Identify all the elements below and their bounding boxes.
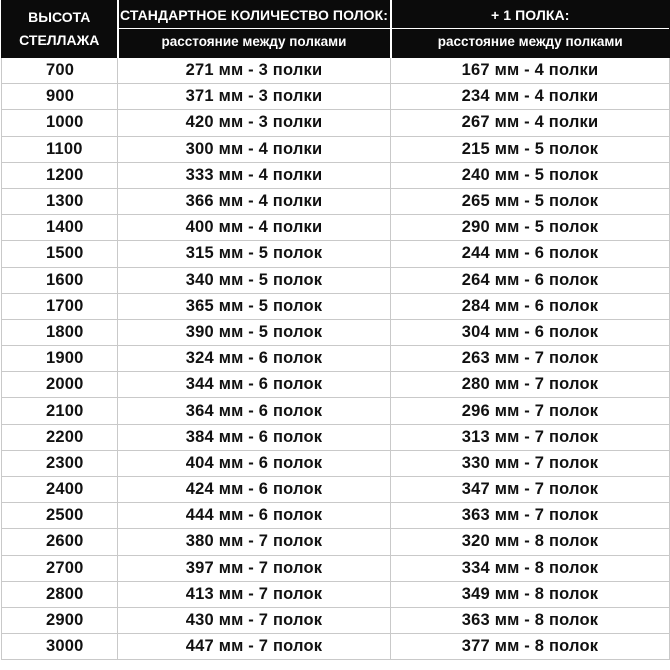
header-height-column [2, 1, 118, 58]
standard-spacing-cell: 397 мм - 7 полок [118, 555, 391, 581]
height-cell: 2300 [2, 450, 118, 476]
standard-spacing-cell: 420 мм - 3 полки [118, 110, 391, 136]
plus-one-spacing-cell: 167 мм - 4 полки [391, 58, 670, 84]
standard-spacing-cell: 344 мм - 6 полок [118, 372, 391, 398]
height-cell: 700 [2, 58, 118, 84]
standard-spacing-cell: 366 мм - 4 полки [118, 188, 391, 214]
height-cell: 2000 [2, 372, 118, 398]
table-row [2, 346, 670, 372]
header-plus-one-column [391, 1, 670, 58]
height-cell: 2500 [2, 503, 118, 529]
table-row [2, 267, 670, 293]
standard-spacing-cell: 430 мм - 7 полок [118, 607, 391, 633]
standard-spacing-cell: 364 мм - 6 полок [118, 398, 391, 424]
height-cell: 1400 [2, 215, 118, 241]
plus-one-spacing-cell: 244 мм - 6 полок [391, 241, 670, 267]
table-row [2, 372, 670, 398]
height-cell: 2700 [2, 555, 118, 581]
header-plus-one-subtitle: расстояние между полками [392, 28, 670, 57]
standard-spacing-cell: 424 мм - 6 полок [118, 477, 391, 503]
plus-one-spacing-cell: 363 мм - 7 полок [391, 503, 670, 529]
height-cell: 3000 [2, 634, 118, 660]
table-row [2, 450, 670, 476]
plus-one-spacing-cell: 377 мм - 8 полок [391, 634, 670, 660]
plus-one-spacing-cell: 215 мм - 5 полок [391, 136, 670, 162]
plus-one-spacing-cell: 263 мм - 7 полок [391, 346, 670, 372]
plus-one-spacing-cell: 313 мм - 7 полок [391, 424, 670, 450]
table-row [2, 188, 670, 214]
shelf-spacing-table [1, 0, 670, 660]
header-standard-title: СТАНДАРТНОЕ КОЛИЧЕСТВО ПОЛОК: [119, 7, 389, 23]
standard-spacing-cell: 404 мм - 6 полок [118, 450, 391, 476]
height-cell: 1600 [2, 267, 118, 293]
height-cell: 1700 [2, 293, 118, 319]
table-row [2, 634, 670, 660]
plus-one-spacing-cell: 334 мм - 8 полок [391, 555, 670, 581]
table-row [2, 503, 670, 529]
height-cell: 1800 [2, 319, 118, 345]
height-cell: 2200 [2, 424, 118, 450]
plus-one-spacing-cell: 284 мм - 6 полок [391, 293, 670, 319]
standard-spacing-cell: 333 мм - 4 полки [118, 162, 391, 188]
height-cell: 1200 [2, 162, 118, 188]
table-row [2, 607, 670, 633]
table-row [2, 319, 670, 345]
header-height-line1: ВЫСОТА [28, 9, 91, 25]
height-cell: 2400 [2, 477, 118, 503]
standard-spacing-cell: 447 мм - 7 полок [118, 634, 391, 660]
plus-one-spacing-cell: 280 мм - 7 полок [391, 372, 670, 398]
table-row [2, 241, 670, 267]
table-row [2, 293, 670, 319]
height-cell: 1100 [2, 136, 118, 162]
table-row [2, 477, 670, 503]
table-row [2, 424, 670, 450]
plus-one-spacing-cell: 265 мм - 5 полок [391, 188, 670, 214]
standard-spacing-cell: 384 мм - 6 полок [118, 424, 391, 450]
height-cell: 2800 [2, 581, 118, 607]
height-cell: 1000 [2, 110, 118, 136]
standard-spacing-cell: 400 мм - 4 полки [118, 215, 391, 241]
height-cell: 900 [2, 84, 118, 110]
height-cell: 2900 [2, 607, 118, 633]
plus-one-spacing-cell: 234 мм - 4 полки [391, 84, 670, 110]
header-standard-subtitle: расстояние между полками [119, 28, 390, 57]
plus-one-spacing-cell: 349 мм - 8 полок [391, 581, 670, 607]
table-row [2, 136, 670, 162]
plus-one-spacing-cell: 304 мм - 6 полок [391, 319, 670, 345]
table-row [2, 110, 670, 136]
standard-spacing-cell: 340 мм - 5 полок [118, 267, 391, 293]
plus-one-spacing-cell: 267 мм - 4 полки [391, 110, 670, 136]
standard-spacing-cell: 324 мм - 6 полок [118, 346, 391, 372]
table-row [2, 58, 670, 84]
table-row [2, 162, 670, 188]
standard-spacing-cell: 444 мм - 6 полок [118, 503, 391, 529]
plus-one-spacing-cell: 347 мм - 7 полок [391, 477, 670, 503]
table-header [2, 1, 670, 58]
standard-spacing-cell: 271 мм - 3 полки [118, 58, 391, 84]
table-row [2, 555, 670, 581]
height-cell: 1500 [2, 241, 118, 267]
height-cell: 2600 [2, 529, 118, 555]
standard-spacing-cell: 365 мм - 5 полок [118, 293, 391, 319]
table-row [2, 529, 670, 555]
standard-spacing-cell: 413 мм - 7 полок [118, 581, 391, 607]
plus-one-spacing-cell: 320 мм - 8 полок [391, 529, 670, 555]
standard-spacing-cell: 371 мм - 3 полки [118, 84, 391, 110]
header-standard-column [118, 1, 391, 58]
table-body [2, 58, 670, 660]
plus-one-spacing-cell: 330 мм - 7 полок [391, 450, 670, 476]
height-cell: 1900 [2, 346, 118, 372]
standard-spacing-cell: 315 мм - 5 полок [118, 241, 391, 267]
plus-one-spacing-cell: 240 мм - 5 полок [391, 162, 670, 188]
standard-spacing-cell: 380 мм - 7 полок [118, 529, 391, 555]
standard-spacing-cell: 300 мм - 4 полки [118, 136, 391, 162]
plus-one-spacing-cell: 363 мм - 8 полок [391, 607, 670, 633]
header-plus-one-title: + 1 ПОЛКА: [491, 7, 570, 23]
table-row [2, 581, 670, 607]
table-row [2, 398, 670, 424]
height-cell: 2100 [2, 398, 118, 424]
header-height-line2: СТЕЛЛАЖА [19, 32, 100, 48]
plus-one-spacing-cell: 296 мм - 7 полок [391, 398, 670, 424]
table-row [2, 215, 670, 241]
height-cell: 1300 [2, 188, 118, 214]
standard-spacing-cell: 390 мм - 5 полок [118, 319, 391, 345]
table-row [2, 84, 670, 110]
plus-one-spacing-cell: 264 мм - 6 полок [391, 267, 670, 293]
plus-one-spacing-cell: 290 мм - 5 полок [391, 215, 670, 241]
